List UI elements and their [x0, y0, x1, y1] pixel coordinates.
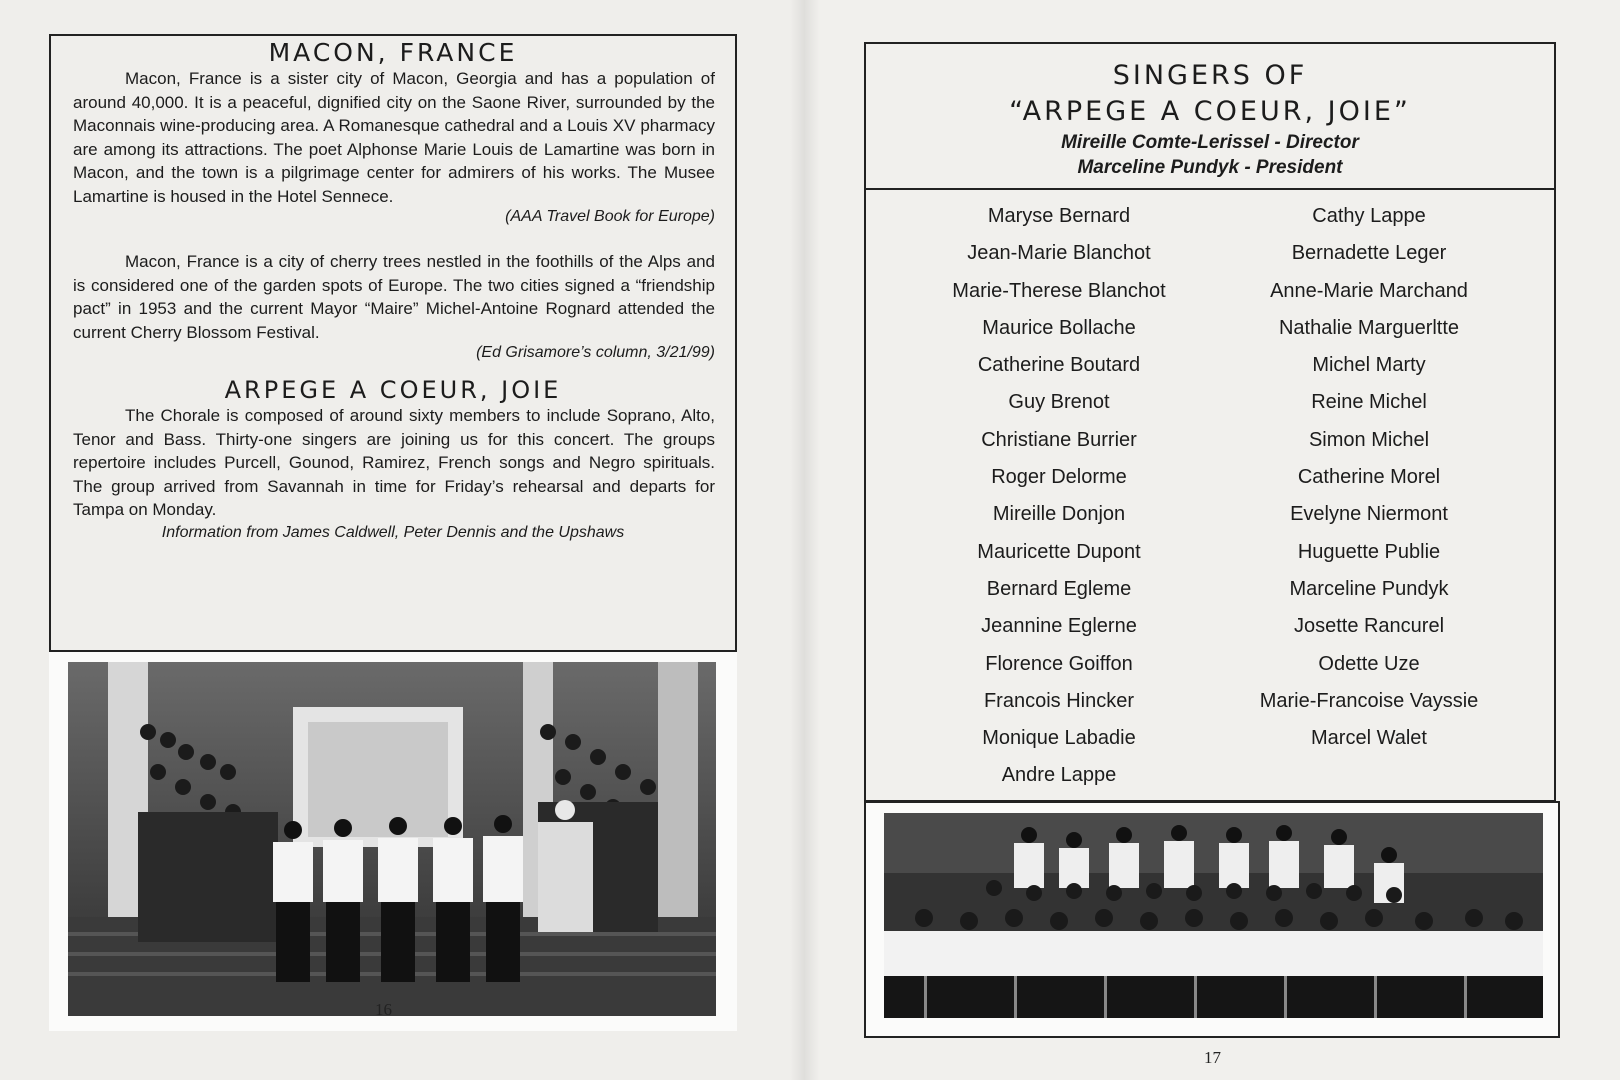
singer-name: Maryse Bernard [987, 205, 1131, 227]
singer-name: Bernadette Leger [1291, 242, 1447, 265]
singer-name: Marie-Therese Blanchot [952, 279, 1166, 302]
singer-name: Roger Delorme [991, 466, 1127, 489]
singer-name: Guy Brenot [1008, 391, 1110, 414]
singer-name: Maurice Bollache [982, 316, 1136, 339]
singers-title [866, 58, 1554, 130]
singer-name: Huguette Publie [1297, 540, 1441, 563]
grisamore-citation: (Ed Grisamore’s column, 3/21/99) [476, 344, 715, 361]
singer-name: Bernard Egleme [986, 577, 1132, 600]
singer-name: Nathalie Marguerltte [1278, 316, 1460, 339]
singer-name: Simon Michel [1308, 428, 1430, 451]
page-number-right: 17 [1204, 1048, 1221, 1067]
singer-name: Reine Michel [1311, 391, 1427, 414]
singers-list-right [1196, 198, 1542, 757]
singers-title-line1: SINGERS OF [1112, 60, 1308, 91]
singer-name: Evelyne Niermont [1290, 503, 1448, 526]
macon-description-paragraph: Macon, France is a sister city of Macon, Georgia and has a population of around 40,000. It is a peaceful, dignified city on the Saone River, surrounded by the Maconnais wine-producing area. A Romanesque cathedral and a Louis XV pharmacy are among its attractions. The poet Alphonse Marie Louis de Lamartine was born in Macon, and the town is a pilgrimage center for admirers of his works. The Musee Lamartine is housed in the Hotel Sennece. [73, 69, 715, 206]
director-line: Mireille Comte-Lerissel - Director [1061, 132, 1359, 153]
singer-name: Marie-Francoise Vayssie [1259, 689, 1479, 712]
macon-france-title: MACON, FRANCE [268, 38, 518, 67]
singer-name: Marcel Walet [1311, 727, 1427, 750]
singers-list-left [886, 198, 1232, 795]
page-gutter [790, 0, 820, 1080]
singer-name: Christiane Burrier [981, 428, 1137, 451]
singer-name: Odette Uze [1318, 652, 1420, 675]
singer-name: Catherine Morel [1297, 466, 1441, 489]
singers-title-line2: “ARPEGE A COEUR, JOIE” [1009, 96, 1411, 127]
president-line: Marceline Pundyk - President [1077, 157, 1343, 178]
singer-name: Mireille Donjon [992, 503, 1126, 526]
singer-name: Marceline Pundyk [1289, 577, 1449, 600]
right-photo-frame [864, 801, 1560, 1038]
information-credit: Information from James Caldwell, Peter Dennis and the Upshaws [161, 523, 625, 541]
choir-group-photo [884, 813, 1543, 1018]
singer-name: Michel Marty [1312, 354, 1426, 377]
singer-name: Mauricette Dupont [977, 540, 1141, 563]
arpege-subtitle: ARPEGE A COEUR, JOIE [224, 376, 562, 404]
singer-name: Florence Goiffon [985, 652, 1133, 675]
singer-name: Andre Lappe [1001, 764, 1117, 787]
singer-name: Josette Rancurel [1293, 615, 1445, 638]
singer-name: Jean-Marie Blanchot [967, 242, 1151, 265]
chorale-paragraph: The Chorale is composed of around sixty members to include Soprano, Alto, Tenor and Bass. Thirty-one singers are joining us for this concert. The groups repertoire includes Purcell, Gounod, Ramirez, French songs and Negro spirituals. The group arrived from Savannah in time for Friday’s rehearsal and departs for Tampa on Monday. [73, 406, 715, 519]
choir-on-steps-photo [68, 662, 716, 1016]
aaa-citation: (AAA Travel Book for Europe) [505, 208, 715, 225]
left-photo-frame [49, 650, 737, 1031]
cherry-trees-paragraph: Macon, France is a city of cherry trees nestled in the foothills of the Alps and is considered one of the garden spots of Europe. The two cities signed a “friendship pact” in 1953 and the current Mayor “Maire” Michel-Antoine Rognard attended the current Cherry Blossom Festival. [73, 252, 715, 342]
macon-info-box [49, 34, 737, 1029]
header-divider [866, 188, 1554, 190]
singer-name: Monique Labadie [982, 727, 1136, 750]
singers-box [864, 42, 1556, 802]
singer-name: Catherine Boutard [977, 354, 1141, 377]
page-number-left: 16 [375, 1000, 392, 1019]
singer-name: Anne-Marie Marchand [1270, 279, 1468, 302]
singer-name: Cathy Lappe [1312, 205, 1426, 227]
singer-name: Jeannine Eglerne [981, 615, 1137, 638]
singer-name: Francois Hincker [983, 689, 1135, 712]
